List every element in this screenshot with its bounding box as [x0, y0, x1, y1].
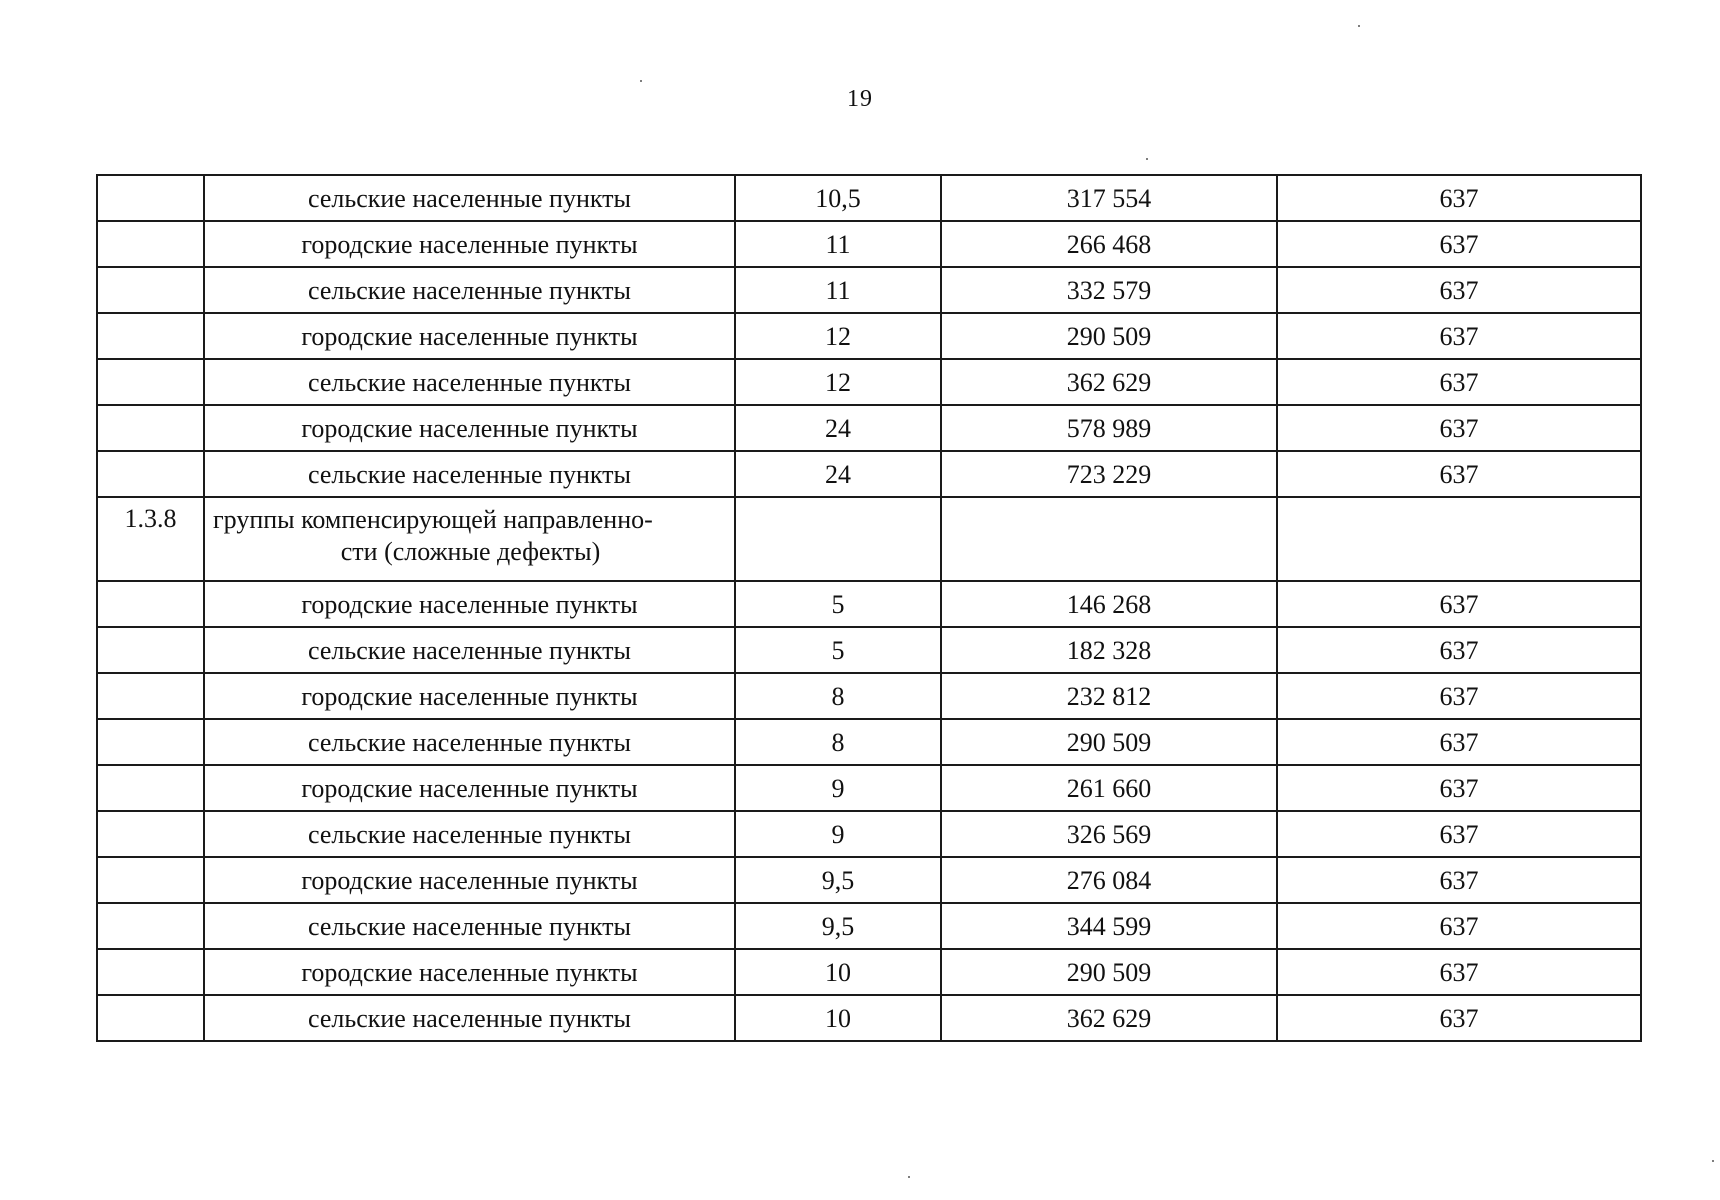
row-value-a: 10: [735, 995, 941, 1041]
row-value-b: 266 468: [941, 221, 1277, 267]
table-row: [97, 719, 1641, 765]
row-value-b: [941, 497, 1277, 581]
table-row: [97, 405, 1641, 451]
row-name: городские населенные пункты: [204, 673, 735, 719]
page-number: 19: [847, 86, 873, 112]
table-row: [97, 175, 1641, 221]
table-row: [97, 267, 1641, 313]
row-value-b: 317 554: [941, 175, 1277, 221]
row-value-c: 637: [1277, 267, 1641, 313]
section-number: 1.3.8: [97, 497, 204, 581]
row-value-b: 723 229: [941, 451, 1277, 497]
table-row: [97, 581, 1641, 627]
row-value-b: 362 629: [941, 359, 1277, 405]
row-name: городские населенные пункты: [204, 221, 735, 267]
row-value-b: 326 569: [941, 811, 1277, 857]
scan-speck: [1358, 25, 1360, 27]
row-name: сельские населенные пункты: [204, 995, 735, 1041]
table-row: [97, 949, 1641, 995]
row-name: сельские населенные пункты: [204, 903, 735, 949]
row-value-c: 637: [1277, 857, 1641, 903]
table-row: [97, 995, 1641, 1041]
row-value-c: 637: [1277, 221, 1641, 267]
row-name: городские населенные пункты: [204, 405, 735, 451]
row-value-b: 362 629: [941, 995, 1277, 1041]
row-value-a: 5: [735, 581, 941, 627]
row-value-a: 9,5: [735, 903, 941, 949]
row-name: сельские населенные пункты: [204, 175, 735, 221]
row-number: [97, 313, 204, 359]
row-value-b: 261 660: [941, 765, 1277, 811]
row-value-b: 290 509: [941, 719, 1277, 765]
row-value-c: 637: [1277, 949, 1641, 995]
row-value-b: 344 599: [941, 903, 1277, 949]
row-name: городские населенные пункты: [204, 313, 735, 359]
row-number: [97, 221, 204, 267]
scan-speck: [908, 1176, 910, 1178]
row-value-c: 637: [1277, 765, 1641, 811]
row-value-a: 8: [735, 673, 941, 719]
row-number: [97, 857, 204, 903]
row-value-a: 11: [735, 267, 941, 313]
row-name: сельские населенные пункты: [204, 719, 735, 765]
row-name: городские населенные пункты: [204, 765, 735, 811]
section-title-line2: сти (сложные дефекты): [340, 537, 601, 566]
row-value-c: 637: [1277, 451, 1641, 497]
table-row: [97, 673, 1641, 719]
row-number: [97, 995, 204, 1041]
row-value-a: 10: [735, 949, 941, 995]
row-number: [97, 903, 204, 949]
row-value-a: 9: [735, 811, 941, 857]
row-number: [97, 811, 204, 857]
row-value-a: 9,5: [735, 857, 941, 903]
row-name: городские населенные пункты: [204, 857, 735, 903]
row-value-b: 332 579: [941, 267, 1277, 313]
row-value-b: 232 812: [941, 673, 1277, 719]
row-value-a: 24: [735, 451, 941, 497]
data-table: [96, 174, 1642, 1042]
row-value-b: 146 268: [941, 581, 1277, 627]
section-title-line1: группы компенсирующей направленно-: [213, 505, 653, 534]
row-number: [97, 451, 204, 497]
row-value-c: 637: [1277, 719, 1641, 765]
table-row: [97, 857, 1641, 903]
table-row: [97, 903, 1641, 949]
row-value-a: 10,5: [735, 175, 941, 221]
section-title: [204, 497, 735, 581]
row-name: сельские населенные пункты: [204, 359, 735, 405]
row-name: городские населенные пункты: [204, 949, 735, 995]
table-row: [97, 451, 1641, 497]
row-name: сельские населенные пункты: [204, 267, 735, 313]
row-name: городские населенные пункты: [204, 581, 735, 627]
row-value-c: 637: [1277, 175, 1641, 221]
row-value-b: 290 509: [941, 313, 1277, 359]
row-value-a: 9: [735, 765, 941, 811]
row-number: [97, 627, 204, 673]
row-number: [97, 359, 204, 405]
row-value-c: 637: [1277, 313, 1641, 359]
row-value-c: 637: [1277, 903, 1641, 949]
table-row: [97, 765, 1641, 811]
scan-speck: [1712, 1160, 1714, 1162]
row-value-c: 637: [1277, 995, 1641, 1041]
row-value-c: 637: [1277, 405, 1641, 451]
row-number: [97, 175, 204, 221]
row-number: [97, 405, 204, 451]
table-row: [97, 359, 1641, 405]
row-number: [97, 581, 204, 627]
row-value-a: 24: [735, 405, 941, 451]
row-value-a: 8: [735, 719, 941, 765]
row-value-a: [735, 497, 941, 581]
row-value-a: 5: [735, 627, 941, 673]
table-row: [97, 313, 1641, 359]
row-value-c: 637: [1277, 627, 1641, 673]
row-number: [97, 719, 204, 765]
row-value-a: 12: [735, 359, 941, 405]
row-name: сельские населенные пункты: [204, 627, 735, 673]
table-row: [97, 627, 1641, 673]
table-section-row: [97, 497, 1641, 581]
row-value-b: 290 509: [941, 949, 1277, 995]
row-number: [97, 673, 204, 719]
row-value-c: 637: [1277, 581, 1641, 627]
scan-speck: [640, 80, 642, 82]
row-value-c: 637: [1277, 811, 1641, 857]
row-value-b: 182 328: [941, 627, 1277, 673]
row-value-b: 276 084: [941, 857, 1277, 903]
table-row: [97, 811, 1641, 857]
row-number: [97, 765, 204, 811]
row-value-b: 578 989: [941, 405, 1277, 451]
row-value-a: 11: [735, 221, 941, 267]
row-number: [97, 267, 204, 313]
row-value-c: 637: [1277, 359, 1641, 405]
row-value-a: 12: [735, 313, 941, 359]
row-name: сельские населенные пункты: [204, 811, 735, 857]
row-number: [97, 949, 204, 995]
table-row: [97, 221, 1641, 267]
scan-speck: [1146, 158, 1148, 160]
row-value-c: 637: [1277, 673, 1641, 719]
row-value-c: [1277, 497, 1641, 581]
row-name: сельские населенные пункты: [204, 451, 735, 497]
